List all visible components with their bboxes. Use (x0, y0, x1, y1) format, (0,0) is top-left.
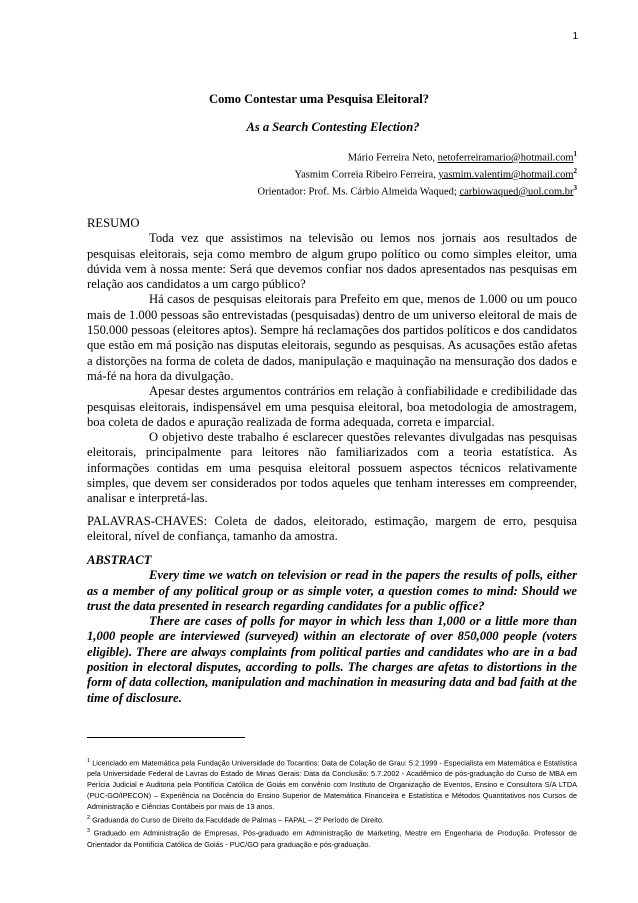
author-email-link[interactable]: netoferreiramario@hotmail.com (437, 152, 574, 164)
abstract-section (87, 553, 577, 706)
footnote-mark: 2 (573, 166, 577, 175)
author-line (258, 182, 578, 199)
footnote-mark: 3 (573, 183, 577, 192)
author-name: Yasmim Correia Ribeiro Ferreira, (294, 169, 439, 181)
footnote-number: 1 (87, 758, 91, 764)
resumo-paragraph: O objetivo deste trabalho é esclarecer questões relevantes divulgadas nas pesquisas eleitorais, principalmente para leitores não familiarizados com a teoria estatística. As informações contidas em uma pesquisa eleitoral possuem aspectos técnicos relativamente simples, que devem ser considerados por todos aqueles que tenham interesses em compreender, analisar e interpretá-las. (87, 430, 577, 506)
advisor-email-link[interactable]: carbiowaqued@uol.com.br (459, 186, 574, 198)
abstract-paragraph: There are cases of polls for mayor in which less than 1,000 or a little more than 1,000 people are interviewed (surveyed) within an electorate of over 850,000 people (voters eligible). There are always complaints from political parties and candidates who are in a bad position in electoral disputes, according to polls. The charges are afetas to distortions in the form of data collection, manipulation and machination in measuring data and bad faith at the time of disclosure. (87, 614, 577, 705)
resumo-paragraph: Apesar destes argumentos contrários em relação à confiabilidade e credibilidade das pesquisas eleitorais, indispensável em uma pesquisa eleitoral, boa metodologia de amostragem, boa coleta de dados e apuração realizada de forma adequada, correta e imparcial. (87, 384, 577, 429)
author-line (258, 148, 578, 165)
paper-subtitle: As a Search Contesting Election? (246, 120, 420, 134)
footnote-number: 3 (87, 828, 91, 835)
footnotes (87, 756, 577, 851)
resumo-paragraph: Há casos de pesquisas eleitorais para Prefeito em que, menos de 1.000 ou um pouco mais de 1.000 pessoas são entrevistadas (pesquisadas) dentro de um universo eleitoral de mais de 150.000 pessoas (eleitores aptos). Sempre há reclamações dos partidos políticos e dos candidatos que estão em má posição nas disputas eleitorais, segundo as pesquisas. As acusações estão afetas a distorções na forma de coleta de dados, manipulação e maquinação na mensuração dos dados e má-fé na hora da divulgação. (87, 292, 577, 383)
resumo-paragraph: Toda vez que assistimos na televisão ou lemos nos jornais aos resultados de pesquisas eleitorais, seja como membro de algum grupo político ou como simples eleitor, uma dúvida vem à nossa mente: Será que devemos confiar nos dados apresentados nas pesquisas em relação aos candidatos a um cargo público? (87, 231, 577, 292)
author-name: Mário Ferreira Neto, (347, 152, 438, 164)
author-line (258, 165, 578, 182)
resumo-heading: RESUMO (87, 216, 140, 230)
abstract-paragraph: Every time we watch on television or read in the papers the results of polls, either as a member of any political group or as simple voter, a question comes to mind: Should we trust the data presented in research regarding candidates for a public office? (87, 568, 577, 613)
author-email-link[interactable]: yasmim.valentim@hotmail.com (438, 169, 574, 181)
footnote (87, 826, 577, 850)
footnote-text: Licenciado em Matemática pela Fundação Universidade do Tocantins: Data de Colação de Grau: 5.2.1999 - Especialista em Matemática e Estatística pela Universidade Federal de Lavras do Estado de Minas Gerais: Data da Conclusão: 5.7.2002 - Acadêmico de pós-graduação do Curso de MBA em Perícia Judicial e Auditoria pela Pontifícia Católica de Goiás em convênio com Instituto de Organização de Eventos, Ensino e Consultora S/A LTDA (PUC-GO/IPECON) – Experiência na Docência do Ensino Superior de Matemática Financeira e Estatística e Métodos Quantitativos nos Cursos de Administração e Ciências Contábeis por mais de 13 anos. (87, 758, 577, 812)
footnote-separator (87, 737, 245, 738)
author-block (258, 148, 578, 198)
footnote-text: Graduanda do Curso de Direito da Faculdade de Palmas – FAPAL – 2º Período de Direito. (90, 815, 384, 825)
footnote (87, 813, 577, 826)
resumo-section (87, 216, 577, 507)
paper-title: Como Contestar uma Pesquisa Eleitoral? (209, 92, 429, 106)
footnote-mark: 1 (573, 150, 577, 158)
abstract-heading: ABSTRACT (87, 553, 152, 567)
footnote (87, 756, 577, 813)
footnote-text: Graduado em Administração de Empresas, Pós-graduado em Administração de Marketing, Mestre em Engenharia de Produção. Professor de Orientador da Pontifícia Católica de Goiás - PUC/GO para graduação e pós-graduação. (87, 828, 577, 849)
page-number: 1 (572, 31, 578, 42)
advisor-name: Orientador: Prof. Ms. Cárbio Almeida Waqued; (257, 186, 460, 198)
keywords: PALAVRAS-CHAVES: Coleta de dados, eleitorado, estimação, margem de erro, pesquisa eleitoral, nível de confiança, tamanho da amostra. (87, 514, 577, 544)
footnote-number: 2 (87, 814, 91, 821)
